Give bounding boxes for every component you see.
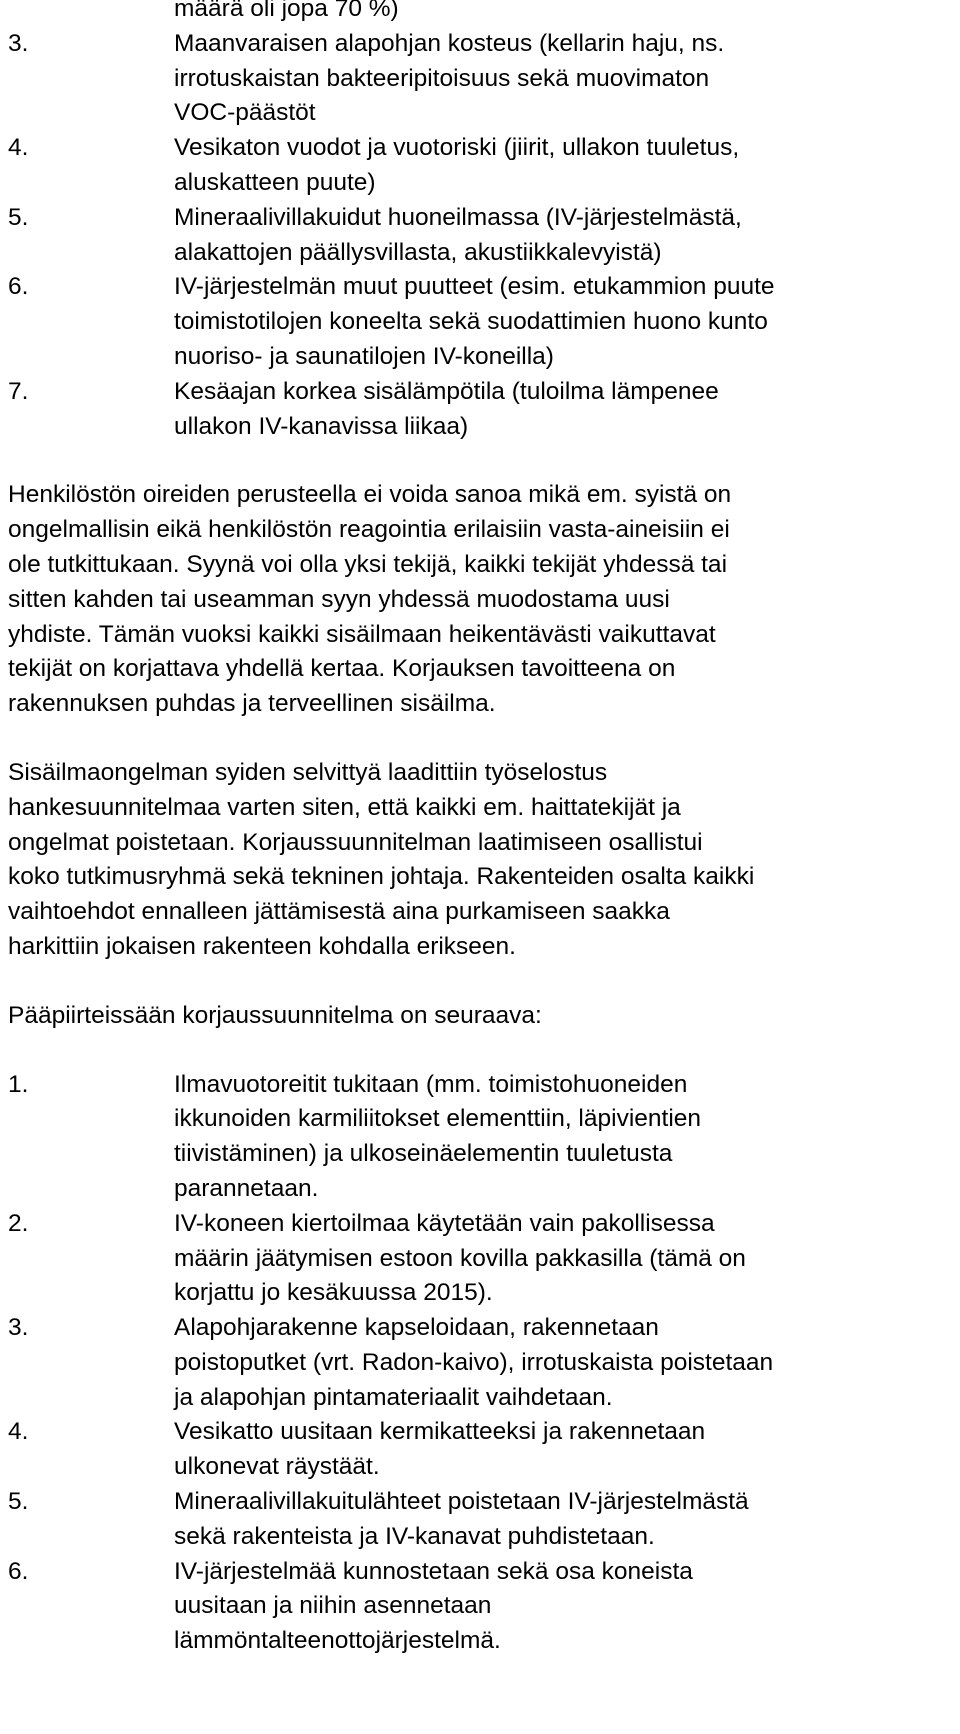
list-item [8,27,952,131]
list-item [8,1207,952,1311]
list-item-text: Vesikaton vuodot ja vuotoriski (jiirit, ullakon tuuletus, aluskatteen puute) [174,134,740,196]
document-page [8,0,952,1659]
paragraph-heading: Pääpiirteissään korjaussuunnitelma on seuraava: [8,1001,542,1029]
paragraph-plan-intro: Sisäilmaongelman syiden selvittyä laadittiin työselostus hankesuunnitelmaa varten siten, että kaikki em. haittatekijät ja ongelmat poistetaan. Korjaussuunnitelman laatimiseen osallistui koko tutkimusryhmä sekä tekninen johtaja. Rakenteiden osalta kaikki vaihtoehdot ennalleen jättämisestä aina purkamiseen saakka harkittiin jokaisen rakenteen kohdalla erikseen. [8,758,755,960]
list-item-number: 5. [8,203,29,231]
list-item-text: Maanvaraisen alapohjan kosteus (kellarin haju, ns. irrotuskaistan bakteeripitoisuus sekä muovimaton VOC-päästöt [174,29,725,127]
list-item-number: 5. [8,1488,29,1516]
list-item-text: Alapohjarakenne kapseloidaan, rakennetaan poistoputket (vrt. Radon-kaivo), irrotuskaista poistetaan ja alapohjan pintamateriaalit vaihdetaan. [174,1314,774,1411]
list-item [8,375,952,445]
list-item-number: 6. [8,1557,29,1585]
list-item [8,1555,952,1659]
list-item-number: 4. [8,1418,29,1446]
list-item-number: 3. [8,29,29,57]
list-item-number: 3. [8,1314,29,1342]
list-item-text: Vesikatto uusitaan kermikatteeksi ja rakennetaan ulkonevat räystäät. [174,1418,706,1481]
list-item-number: 6. [8,273,29,301]
list-item-number: 2. [8,1209,29,1237]
list-item [8,1311,952,1415]
spacer [8,1034,952,1068]
list-item-text: Mineraalivillakuitulähteet poistetaan IV-järjestelmästä sekä rakenteista ja IV-kanavat puhdistetaan. [174,1488,749,1550]
spacer [8,965,952,999]
causes-list [8,0,952,444]
list-item [8,131,952,201]
list-item [8,270,952,374]
list-item-text: Kesäajan korkea sisälämpötila (tuloilma lämpenee ullakon IV-kanavissa liikaa) [174,377,719,440]
spacer [8,444,952,478]
list-item [8,1415,952,1485]
list-item-text: Mineraalivillakuidut huoneilmassa (IV-järjestelmästä, alakattojen päällysvillasta, akustiikkalevyistä) [174,203,742,266]
repair-plan-list [8,1068,952,1660]
list-item-text: IV-koneen kiertoilmaa käytetään vain pakollisessa määrin jäätymisen estoon kovilla pakkasilla (tämä on korjattu jo kesäkuussa 2015). [174,1209,746,1307]
list-item-text: IV-järjestelmän muut puutteet (esim. etukammion puute toimistotilojen koneelta sekä suodattimien huono kunto nuoriso- ja saunatilojen IV-koneilla) [174,273,775,370]
list-item-number: 1. [8,1070,29,1098]
list-item [8,201,952,271]
paragraph-symptoms: Henkilöstön oireiden perusteella ei voida sanoa mikä em. syistä on ongelmallisin eikä henkilöstön reagointia erilaisiin vasta-aineisiin ei ole tutkittukaan. Syynä voi olla yksi tekijä, kaikki tekijät yhdessä tai sitten kahden tai useamman syyn yhdessä muodostama uusi yhdiste. Tämän vuoksi kaikki sisäilmaan heikentävästi vaikuttavat tekijät on korjattava yhdellä kertaa. Korjauksen tavoitteena on rakennuksen puhdas ja terveellinen sisäilma. [8,481,732,718]
list-item-number: 4. [8,134,29,162]
list-item-text: IV-järjestelmää kunnostetaan sekä osa koneista uusitaan ja niihin asennetaan lämmöntalteenottojärjestelmä. [174,1557,693,1655]
list-item-text: Ilmavuotoreitit tukitaan (mm. toimistohuoneiden ikkunoiden karmiliitokset elementtiin, läpivientien tiivistäminen) ja ulkoseinäelementin tuuletusta parannetaan. [174,1070,702,1202]
list-item-number: 7. [8,377,29,405]
list-item [8,1485,952,1555]
list-item [8,1068,952,1207]
list-item-continuation: määrä oli jopa 70 %) [174,0,399,22]
spacer [8,722,952,756]
